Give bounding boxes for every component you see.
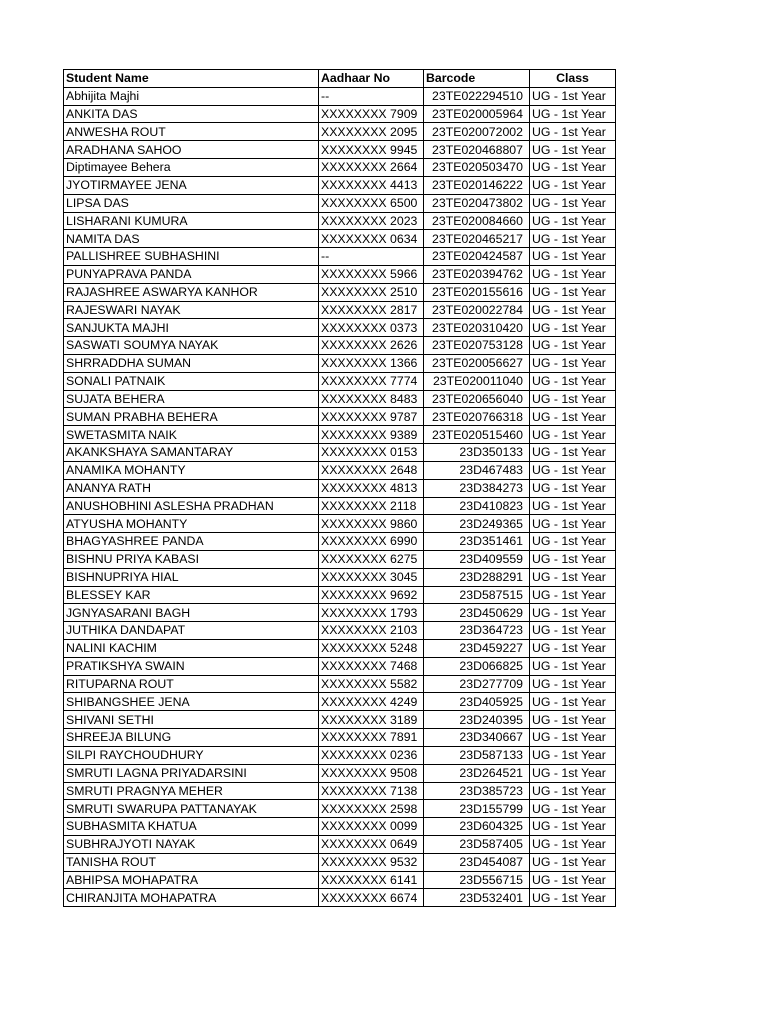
class-cell: UG - 1st Year — [530, 123, 616, 141]
student-name-cell: BLESSEY KAR — [64, 586, 319, 604]
class-cell: UG - 1st Year — [530, 301, 616, 319]
aadhaar-cell: XXXXXXXX 6141 — [319, 871, 424, 889]
barcode-cell: 23TE020766318 — [424, 408, 530, 426]
class-cell: UG - 1st Year — [530, 746, 616, 764]
barcode-cell: 23TE020424587 — [424, 248, 530, 266]
class-cell: UG - 1st Year — [530, 729, 616, 747]
aadhaar-cell: XXXXXXXX 6990 — [319, 533, 424, 551]
class-cell: UG - 1st Year — [530, 230, 616, 248]
student-name-cell: ABHIPSA MOHAPATRA — [64, 871, 319, 889]
barcode-cell: 23TE020394762 — [424, 265, 530, 283]
table-row — [64, 159, 616, 177]
aadhaar-cell: XXXXXXXX 4413 — [319, 176, 424, 194]
aadhaar-cell: XXXXXXXX 9532 — [319, 853, 424, 871]
student-name-cell: RAJESWARI NAYAK — [64, 301, 319, 319]
aadhaar-cell: XXXXXXXX 6674 — [319, 889, 424, 907]
table-body — [64, 87, 616, 906]
barcode-cell: 23TE020503470 — [424, 159, 530, 177]
table-row — [64, 515, 616, 533]
barcode-cell: 23TE020468807 — [424, 141, 530, 159]
barcode-cell: 23D351461 — [424, 533, 530, 551]
table-row — [64, 479, 616, 497]
class-cell: UG - 1st Year — [530, 889, 616, 907]
aadhaar-cell: XXXXXXXX 7909 — [319, 105, 424, 123]
barcode-cell: 23TE020005964 — [424, 105, 530, 123]
table-row — [64, 230, 616, 248]
student-name-cell: ARADHANA SAHOO — [64, 141, 319, 159]
student-name-cell: TANISHA ROUT — [64, 853, 319, 871]
aadhaar-cell: XXXXXXXX 2095 — [319, 123, 424, 141]
class-cell: UG - 1st Year — [530, 355, 616, 373]
aadhaar-cell: XXXXXXXX 8483 — [319, 390, 424, 408]
barcode-cell: 23TE020155616 — [424, 283, 530, 301]
barcode-cell: 23D454087 — [424, 853, 530, 871]
barcode-cell: 23TE020056627 — [424, 355, 530, 373]
aadhaar-cell: XXXXXXXX 0373 — [319, 319, 424, 337]
class-cell: UG - 1st Year — [530, 212, 616, 230]
table-row — [64, 283, 616, 301]
barcode-cell: 23D450629 — [424, 604, 530, 622]
table-row — [64, 711, 616, 729]
barcode-cell: 23TE020084660 — [424, 212, 530, 230]
barcode-cell: 23D405925 — [424, 693, 530, 711]
aadhaar-cell: XXXXXXXX 6500 — [319, 194, 424, 212]
aadhaar-cell: XXXXXXXX 7891 — [319, 729, 424, 747]
table-row — [64, 337, 616, 355]
barcode-cell: 23D240395 — [424, 711, 530, 729]
student-name-cell: ATYUSHA MOHANTY — [64, 515, 319, 533]
student-name-cell: ANUSHOBHINI ASLESHA PRADHAN — [64, 497, 319, 515]
barcode-cell: 23TE020753128 — [424, 337, 530, 355]
aadhaar-cell: XXXXXXXX 0236 — [319, 746, 424, 764]
class-cell: UG - 1st Year — [530, 853, 616, 871]
table-row — [64, 604, 616, 622]
class-cell: UG - 1st Year — [530, 622, 616, 640]
barcode-cell: 23TE020465217 — [424, 230, 530, 248]
class-cell: UG - 1st Year — [530, 604, 616, 622]
aadhaar-cell: XXXXXXXX 1793 — [319, 604, 424, 622]
student-name-cell: PUNYAPRAVA PANDA — [64, 265, 319, 283]
student-name-cell: RITUPARNA ROUT — [64, 675, 319, 693]
student-name-cell: SUJATA BEHERA — [64, 390, 319, 408]
aadhaar-cell: XXXXXXXX 0153 — [319, 444, 424, 462]
table-row — [64, 800, 616, 818]
class-cell: UG - 1st Year — [530, 782, 616, 800]
student-name-cell: SHREEJA BILUNG — [64, 729, 319, 747]
barcode-cell: 23TE020011040 — [424, 372, 530, 390]
table-row — [64, 550, 616, 568]
student-name-cell: SHIVANI SETHI — [64, 711, 319, 729]
student-name-cell: SMRUTI PRAGNYA MEHER — [64, 782, 319, 800]
barcode-cell: 23D587515 — [424, 586, 530, 604]
class-cell: UG - 1st Year — [530, 159, 616, 177]
class-cell: UG - 1st Year — [530, 640, 616, 658]
student-name-cell: SUMAN PRABHA BEHERA — [64, 408, 319, 426]
table-row — [64, 372, 616, 390]
aadhaar-cell: XXXXXXXX 9860 — [319, 515, 424, 533]
barcode-cell: 23D409559 — [424, 550, 530, 568]
aadhaar-cell: XXXXXXXX 2664 — [319, 159, 424, 177]
barcode-cell: 23D385723 — [424, 782, 530, 800]
table-row — [64, 461, 616, 479]
table-row — [64, 657, 616, 675]
aadhaar-cell: XXXXXXXX 3189 — [319, 711, 424, 729]
student-name-cell: SHRRADDHA SUMAN — [64, 355, 319, 373]
table-row — [64, 212, 616, 230]
student-name-cell: SWETASMITA NAIK — [64, 426, 319, 444]
table-row — [64, 568, 616, 586]
table-row — [64, 622, 616, 640]
aadhaar-cell: XXXXXXXX 4249 — [319, 693, 424, 711]
table-row — [64, 818, 616, 836]
student-name-cell: LIPSA DAS — [64, 194, 319, 212]
barcode-cell: 23D288291 — [424, 568, 530, 586]
table-row — [64, 871, 616, 889]
student-name-cell: CHIRANJITA MOHAPATRA — [64, 889, 319, 907]
student-name-cell: BHAGYASHREE PANDA — [64, 533, 319, 551]
student-name-cell: ANWESHA ROUT — [64, 123, 319, 141]
barcode-cell: 23D532401 — [424, 889, 530, 907]
student-name-cell: SHIBANGSHEE JENA — [64, 693, 319, 711]
class-cell: UG - 1st Year — [530, 550, 616, 568]
class-cell: UG - 1st Year — [530, 533, 616, 551]
table-row — [64, 194, 616, 212]
table-row — [64, 426, 616, 444]
table-row — [64, 87, 616, 105]
aadhaar-cell: XXXXXXXX 2817 — [319, 301, 424, 319]
table-row — [64, 497, 616, 515]
table-row — [64, 408, 616, 426]
class-cell: UG - 1st Year — [530, 764, 616, 782]
column-header-class: Class — [530, 70, 616, 88]
barcode-cell: 23TE020310420 — [424, 319, 530, 337]
class-cell: UG - 1st Year — [530, 105, 616, 123]
student-name-cell: BISHNU PRIYA KABASI — [64, 550, 319, 568]
student-name-cell: ANANYA RATH — [64, 479, 319, 497]
student-name-cell: NAMITA DAS — [64, 230, 319, 248]
aadhaar-cell: XXXXXXXX 3045 — [319, 568, 424, 586]
table-row — [64, 782, 616, 800]
table-row — [64, 301, 616, 319]
barcode-cell: 23TE020072002 — [424, 123, 530, 141]
class-cell: UG - 1st Year — [530, 426, 616, 444]
student-name-cell: SASWATI SOUMYA NAYAK — [64, 337, 319, 355]
barcode-cell: 23D340667 — [424, 729, 530, 747]
aadhaar-cell: XXXXXXXX 2598 — [319, 800, 424, 818]
barcode-cell: 23D384273 — [424, 479, 530, 497]
table-row — [64, 355, 616, 373]
barcode-cell: 23D249365 — [424, 515, 530, 533]
class-cell: UG - 1st Year — [530, 818, 616, 836]
table-row — [64, 390, 616, 408]
table-row — [64, 444, 616, 462]
student-name-cell: ANAMIKA MOHANTY — [64, 461, 319, 479]
student-name-cell: RAJASHREE ASWARYA KANHOR — [64, 283, 319, 301]
class-cell: UG - 1st Year — [530, 141, 616, 159]
barcode-cell: 23D604325 — [424, 818, 530, 836]
table-row — [64, 693, 616, 711]
aadhaar-cell: XXXXXXXX 2118 — [319, 497, 424, 515]
class-cell: UG - 1st Year — [530, 444, 616, 462]
student-name-cell: SILPI RAYCHOUDHURY — [64, 746, 319, 764]
aadhaar-cell: XXXXXXXX 6275 — [319, 550, 424, 568]
barcode-cell: 23D556715 — [424, 871, 530, 889]
class-cell: UG - 1st Year — [530, 800, 616, 818]
aadhaar-cell: -- — [319, 248, 424, 266]
barcode-cell: 23TE022294510 — [424, 87, 530, 105]
barcode-cell: 23D587133 — [424, 746, 530, 764]
class-cell: UG - 1st Year — [530, 176, 616, 194]
table-row — [64, 853, 616, 871]
class-cell: UG - 1st Year — [530, 408, 616, 426]
table-row — [64, 248, 616, 266]
barcode-cell: 23D066825 — [424, 657, 530, 675]
barcode-cell: 23D350133 — [424, 444, 530, 462]
student-name-cell: ANKITA DAS — [64, 105, 319, 123]
class-cell: UG - 1st Year — [530, 265, 616, 283]
barcode-cell: 23TE020022784 — [424, 301, 530, 319]
table-row — [64, 640, 616, 658]
table-row — [64, 123, 616, 141]
class-cell: UG - 1st Year — [530, 515, 616, 533]
column-header-barcode: Barcode — [424, 70, 530, 88]
class-cell: UG - 1st Year — [530, 479, 616, 497]
barcode-cell: 23D364723 — [424, 622, 530, 640]
barcode-cell: 23TE020146222 — [424, 176, 530, 194]
aadhaar-cell: XXXXXXXX 9692 — [319, 586, 424, 604]
aadhaar-cell: XXXXXXXX 7138 — [319, 782, 424, 800]
student-name-cell: JGNYASARANI BAGH — [64, 604, 319, 622]
aadhaar-cell: XXXXXXXX 1366 — [319, 355, 424, 373]
barcode-cell: 23D277709 — [424, 675, 530, 693]
student-name-cell: JYOTIRMAYEE JENA — [64, 176, 319, 194]
student-name-cell: SUBHASMITA KHATUA — [64, 818, 319, 836]
table-row — [64, 586, 616, 604]
class-cell: UG - 1st Year — [530, 711, 616, 729]
table-row — [64, 319, 616, 337]
table-row — [64, 675, 616, 693]
student-name-cell: SMRUTI LAGNA PRIYADARSINI — [64, 764, 319, 782]
aadhaar-cell: XXXXXXXX 2103 — [319, 622, 424, 640]
class-cell: UG - 1st Year — [530, 657, 616, 675]
barcode-cell: 23D587405 — [424, 835, 530, 853]
student-name-cell: SMRUTI SWARUPA PATTANAYAK — [64, 800, 319, 818]
barcode-cell: 23D467483 — [424, 461, 530, 479]
class-cell: UG - 1st Year — [530, 337, 616, 355]
barcode-cell: 23TE020656040 — [424, 390, 530, 408]
aadhaar-cell: XXXXXXXX 0649 — [319, 835, 424, 853]
aadhaar-cell: XXXXXXXX 7468 — [319, 657, 424, 675]
class-cell: UG - 1st Year — [530, 835, 616, 853]
table-row — [64, 265, 616, 283]
barcode-cell: 23D155799 — [424, 800, 530, 818]
class-cell: UG - 1st Year — [530, 194, 616, 212]
student-name-cell: LISHARANI KUMURA — [64, 212, 319, 230]
table-row — [64, 835, 616, 853]
student-name-cell: JUTHIKA DANDAPAT — [64, 622, 319, 640]
class-cell: UG - 1st Year — [530, 568, 616, 586]
aadhaar-cell: XXXXXXXX 0634 — [319, 230, 424, 248]
class-cell: UG - 1st Year — [530, 497, 616, 515]
student-name-cell: SUBHRAJYOTI NAYAK — [64, 835, 319, 853]
student-name-cell: NALINI KACHIM — [64, 640, 319, 658]
student-roster-sheet — [63, 69, 616, 907]
aadhaar-cell: XXXXXXXX 7774 — [319, 372, 424, 390]
class-cell: UG - 1st Year — [530, 248, 616, 266]
student-name-cell: SONALI PATNAIK — [64, 372, 319, 390]
class-cell: UG - 1st Year — [530, 675, 616, 693]
student-table — [63, 69, 616, 907]
aadhaar-cell: -- — [319, 87, 424, 105]
aadhaar-cell: XXXXXXXX 0099 — [319, 818, 424, 836]
table-row — [64, 533, 616, 551]
aadhaar-cell: XXXXXXXX 5248 — [319, 640, 424, 658]
aadhaar-cell: XXXXXXXX 2023 — [319, 212, 424, 230]
table-header-row — [64, 70, 616, 88]
student-name-cell: Diptimayee Behera — [64, 159, 319, 177]
column-header-student-name: Student Name — [64, 70, 319, 88]
class-cell: UG - 1st Year — [530, 871, 616, 889]
column-header-aadhaar-no: Aadhaar No — [319, 70, 424, 88]
class-cell: UG - 1st Year — [530, 372, 616, 390]
barcode-cell: 23D459227 — [424, 640, 530, 658]
aadhaar-cell: XXXXXXXX 9945 — [319, 141, 424, 159]
aadhaar-cell: XXXXXXXX 2648 — [319, 461, 424, 479]
table-row — [64, 889, 616, 907]
barcode-cell: 23TE020473802 — [424, 194, 530, 212]
aadhaar-cell: XXXXXXXX 9787 — [319, 408, 424, 426]
barcode-cell: 23TE020515460 — [424, 426, 530, 444]
table-row — [64, 105, 616, 123]
table-row — [64, 764, 616, 782]
student-name-cell: Abhijita Majhi — [64, 87, 319, 105]
class-cell: UG - 1st Year — [530, 87, 616, 105]
class-cell: UG - 1st Year — [530, 319, 616, 337]
table-row — [64, 176, 616, 194]
class-cell: UG - 1st Year — [530, 586, 616, 604]
aadhaar-cell: XXXXXXXX 9508 — [319, 764, 424, 782]
table-row — [64, 746, 616, 764]
aadhaar-cell: XXXXXXXX 5966 — [319, 265, 424, 283]
student-name-cell: AKANKSHAYA SAMANTARAY — [64, 444, 319, 462]
student-name-cell: PRATIKSHYA SWAIN — [64, 657, 319, 675]
class-cell: UG - 1st Year — [530, 283, 616, 301]
barcode-cell: 23D264521 — [424, 764, 530, 782]
class-cell: UG - 1st Year — [530, 390, 616, 408]
student-name-cell: SANJUKTA MAJHI — [64, 319, 319, 337]
table-row — [64, 729, 616, 747]
aadhaar-cell: XXXXXXXX 9389 — [319, 426, 424, 444]
table-row — [64, 141, 616, 159]
class-cell: UG - 1st Year — [530, 693, 616, 711]
aadhaar-cell: XXXXXXXX 2510 — [319, 283, 424, 301]
class-cell: UG - 1st Year — [530, 461, 616, 479]
barcode-cell: 23D410823 — [424, 497, 530, 515]
aadhaar-cell: XXXXXXXX 5582 — [319, 675, 424, 693]
student-name-cell: PALLISHREE SUBHASHINI — [64, 248, 319, 266]
student-name-cell: BISHNUPRIYA HIAL — [64, 568, 319, 586]
aadhaar-cell: XXXXXXXX 2626 — [319, 337, 424, 355]
aadhaar-cell: XXXXXXXX 4813 — [319, 479, 424, 497]
